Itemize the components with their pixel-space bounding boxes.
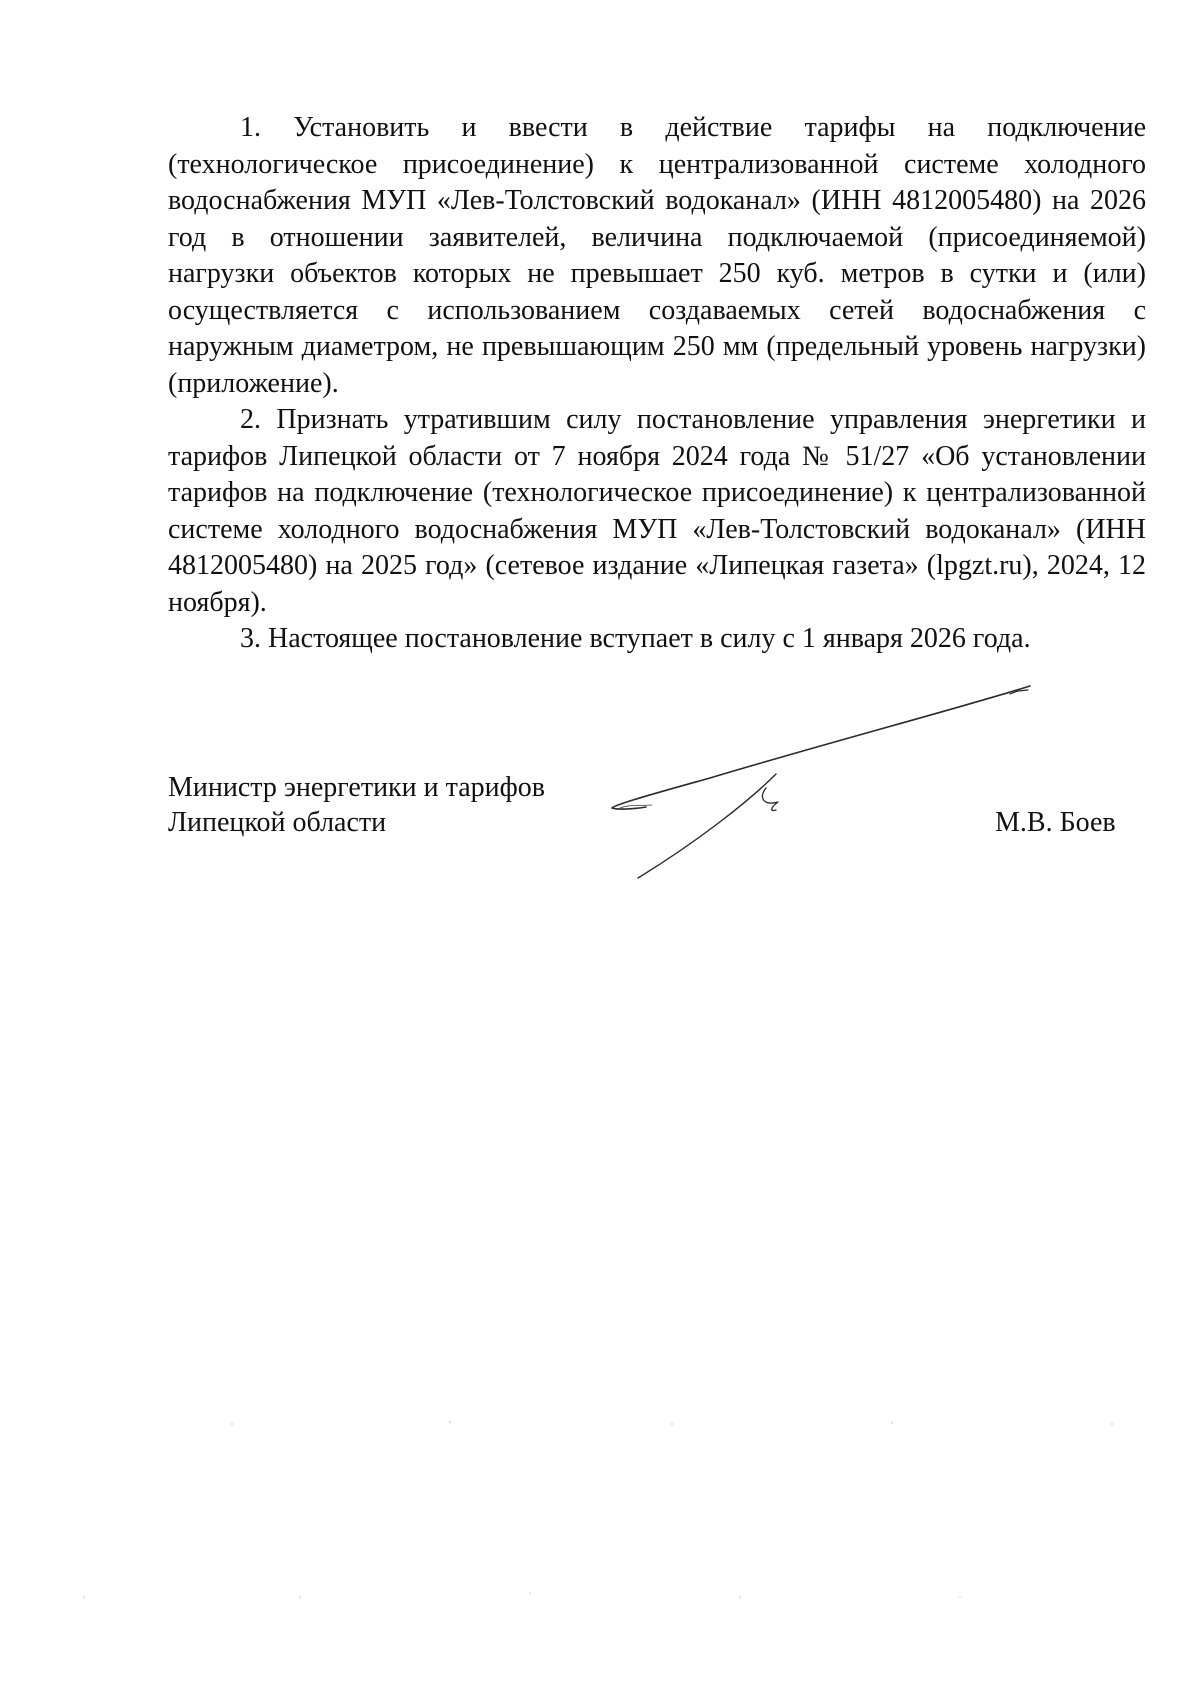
paragraph-3: 3. Настоящее постановление вступает в силу с 1 января 2026 года. bbox=[240, 623, 1031, 654]
signer-name: М.В. Боев bbox=[995, 807, 1116, 838]
document-body bbox=[168, 110, 1146, 658]
paragraph-2: 2. Признать утратившим силу постановление управления энергетики и тарифов Липецкой области от 7 ноября 2024 года № 51/27 «Об установлении тарифов на подключение (технологическое присоединение) к централизованной системе холодного водоснабжения МУП «Лев-Толстовский водоканал» (ИНН 4812005480) на 2025 год» (сетевое издание «Липецкая газета» (lpgzt.ru), 2024, 12 ноября). bbox=[168, 404, 1146, 618]
signer-position-line-1: Министр энергетики и тарифов bbox=[168, 772, 545, 803]
signer-position-line-2: Липецкой области bbox=[168, 807, 387, 838]
handwritten-signature bbox=[600, 680, 1040, 880]
paragraph-1: 1. Установить и ввести в действие тарифы на подключение (технологическое присоединение) к централизованной системе холодного водоснабжения МУП «Лев-Толстовский водоканал» (ИНН 4812005480) на 2026 год в отношении заявителей, величина подключаемой (присоединяемой) нагрузки объектов которых не превышает 250 куб. метров в сутки и (или) осуществляется с использованием создаваемых сетей водоснабжения с наружным диаметром, не превышающим 250 мм (предельный уровень нагрузки) (приложение). bbox=[168, 112, 1146, 399]
